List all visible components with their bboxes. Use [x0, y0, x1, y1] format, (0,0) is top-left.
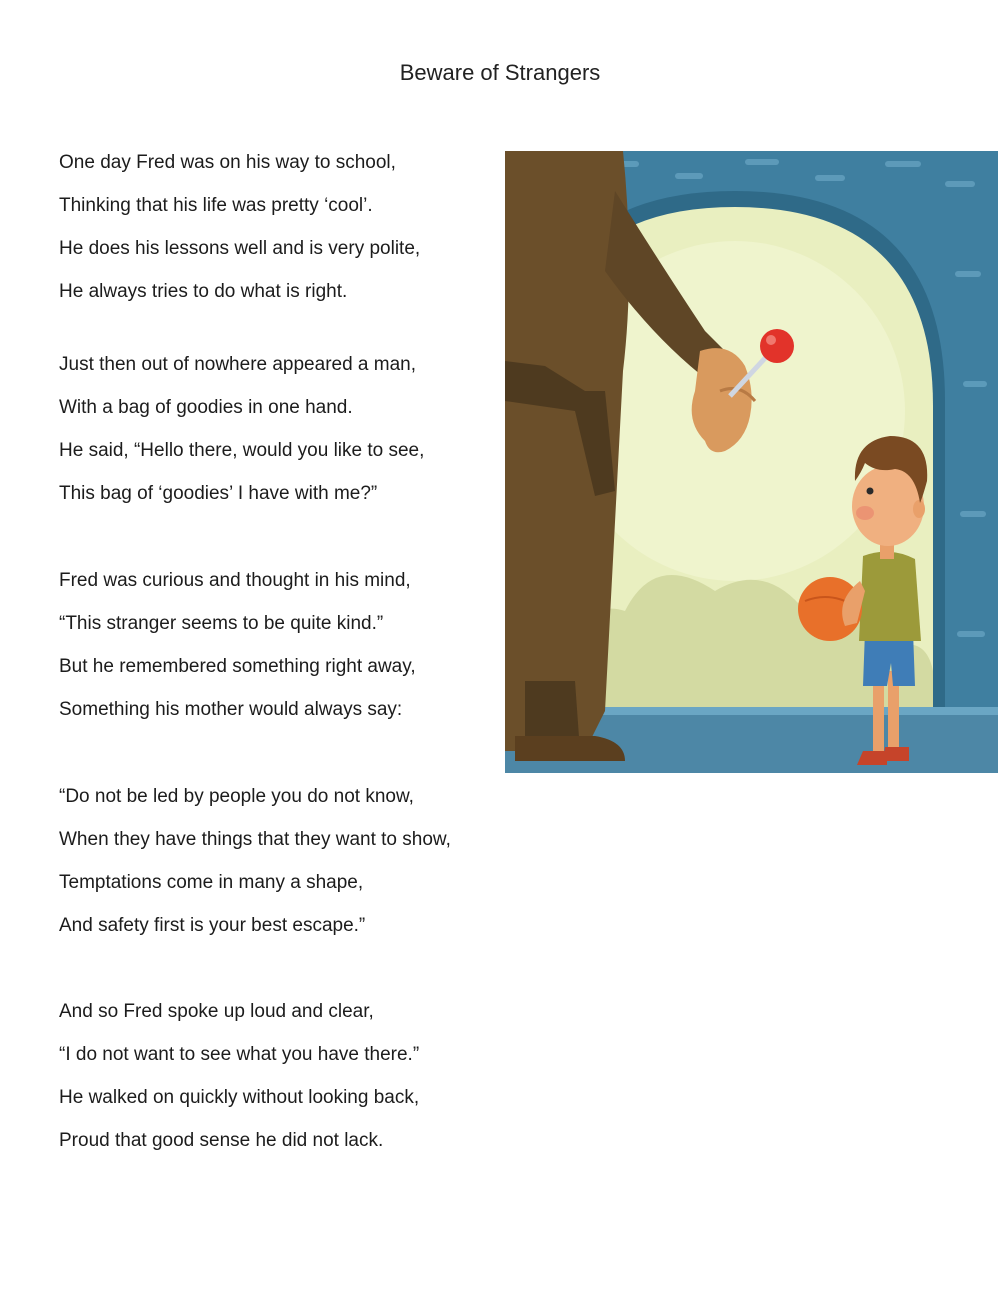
poem-line: And so Fred spoke up loud and clear, — [59, 1001, 374, 1022]
stranger-illustration — [505, 151, 998, 773]
poem-line: He walked on quickly without looking back, — [59, 1087, 420, 1108]
poem-line: With a bag of goodies in one hand. — [59, 397, 353, 418]
poem-line: “This stranger seems to be quite kind.” — [59, 613, 384, 634]
poem-line: He does his lessons well and is very polite, — [59, 238, 421, 259]
illustration-svg — [505, 151, 998, 773]
poem-line: One day Fred was on his way to school, — [59, 152, 396, 173]
poem-line: He said, “Hello there, would you like to see, — [59, 440, 425, 461]
poem-line: “Do not be led by people you do not know, — [59, 786, 414, 807]
poem-line: And safety first is your best escape.” — [59, 915, 366, 936]
poem-line: When they have things that they want to show, — [59, 829, 451, 850]
poem-line: Something his mother would always say: — [59, 699, 403, 720]
page-title: Beware of Strangers — [399, 60, 601, 85]
poem-line: Temptations come in many a shape, — [59, 872, 364, 893]
poem-line: Fred was curious and thought in his mind, — [59, 570, 411, 591]
poem-line: He always tries to do what is right. — [59, 281, 348, 302]
lollipop-icon — [760, 329, 794, 363]
poem-line: But he remembered something right away, — [59, 656, 416, 677]
poem-line: Thinking that his life was pretty ‘cool’. — [59, 195, 373, 216]
stranger-shoe — [515, 736, 625, 761]
poem-line: Proud that good sense he did not lack. — [59, 1130, 384, 1151]
poem-line: This bag of ‘goodies’ I have with me?” — [59, 483, 378, 504]
poem-line: Just then out of nowhere appeared a man, — [59, 354, 417, 375]
poem-line: “I do not want to see what you have there.” — [59, 1044, 420, 1065]
